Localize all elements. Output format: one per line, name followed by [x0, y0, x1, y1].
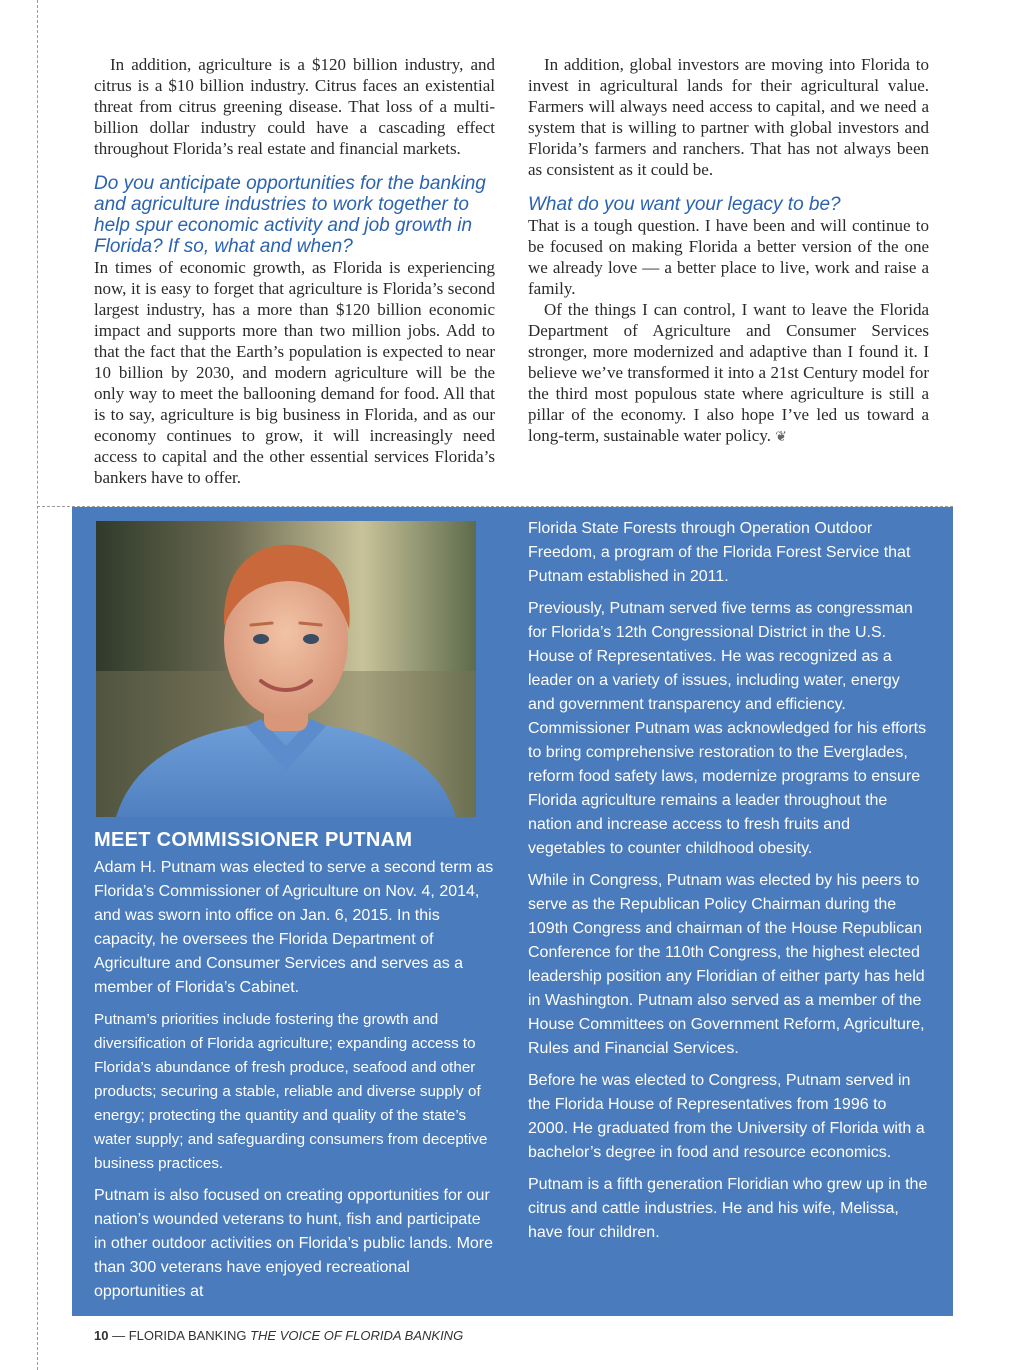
bio-heading: MEET COMMISSIONER PUTNAM: [94, 829, 413, 851]
publication-tagline: THE VOICE OF FLORIDA BANKING: [250, 1328, 464, 1343]
bio-paragraph: Adam H. Putnam was elected to serve a second term as Florida’s Commissioner of Agriculture on Nov. 4, 2014, and was sworn into office on Jan. 6, 2015. In this capacity, he oversees the Florida Department of Agriculture and Consumer Services and serves as a member of Florida’s Cabinet.: [94, 859, 494, 996]
page-footer: [94, 1328, 463, 1343]
article-right-column: [528, 54, 929, 448]
bio-paragraph: Florida State Forests through Operation Outdoor Freedom, a program of the Florida Forest Service that Putnam established in 2011.: [528, 520, 911, 585]
left-margin-rule: [37, 0, 38, 1370]
article-paragraph: That is a tough question. I have been and will continue to be focused on making Florida a better version of the one we already love — a better place to live, work and raise a family.: [528, 216, 929, 298]
bio-paragraph: Previously, Putnam served five terms as congressman for Florida’s 12th Congressional District in the U.S. House of Representatives. He was recognized as a leader on a variety of issues, including water, energy and government transparency and efficiency. Commissioner Putnam was acknowledged for his efforts to bring comprehensive restoration to the Everglades, reform food safety laws, modernize programs to ensure Florida agriculture remains a leader throughout the nation and increase access to fresh fruits and vegetables to counter childhood obesity.: [528, 600, 927, 857]
commissioner-photo: [96, 521, 476, 817]
bio-left-column: [94, 829, 494, 1312]
bio-right-column: [528, 517, 930, 1253]
article-left-column: [94, 54, 495, 488]
article-paragraph: [528, 299, 929, 448]
bio-paragraph: Putnam is a fifth generation Floridian who grew up in the citrus and cattle industries. He and his wife, Melissa, have four children.: [528, 1176, 928, 1241]
bio-paragraph: Before he was elected to Congress, Putnam served in the Florida House of Representatives from 1996 to 2000. He graduated from the University of Florida with a bachelor’s degree in food and resource economics.: [528, 1072, 925, 1161]
article-paragraph: In addition, global investors are moving into Florida to invest in agricultural lands for their agricultural value. Farmers will always need access to capital, and we need a system that is willing to partner with global investors and Florida’s farmers and ranchers. That has not always been as consistent as it could be.: [528, 55, 929, 179]
interview-question: What do you want your legacy to be?: [528, 194, 841, 215]
bio-paragraph: Putnam’s priorities include fostering the growth and diversification of Florida agriculture; expanding access to Florida’s abundance of fresh produce, seafood and other products; securing a stable, reliable and diverse supply of energy; protecting the quantity and quality of the state’s water supply; and safeguarding consumers from deceptive business practices.: [94, 1011, 488, 1172]
bio-sidebar: [72, 507, 953, 1316]
end-mark-icon: ❦: [775, 430, 787, 445]
article-paragraph: In times of economic growth, as Florida is experiencing now, it is easy to forget that agriculture is Florida’s second largest industry, has a more than $120 billion economic impact and supports more than two million jobs. Add to that the fact that the Earth’s population is expected to near 10 billion by 2030, and modern agriculture will be the only way to meet the ballooning demand for food. All that is to say, agriculture is big business in Florida, and as our economy continues to grow, it will increasingly need access to capital and the other essential services Florida’s bankers have to offer.: [94, 258, 495, 487]
bio-paragraph: Putnam is also focused on creating opportunities for our nation’s wounded veterans to hunt, fish and participate in other outdoor activities on Florida’s public lands. More than 300 veterans have enjoyed recreational opportunities at: [94, 1187, 494, 1300]
article-paragraph-text: Of the things I can control, I want to leave the Florida Department of Agriculture and Consumer Services stronger, more modernized and adaptive than I found it. I believe we’ve transformed it into a 21st Century model for the third most populous state where agriculture is still a pillar of the economy. I also hope I’ve led us toward a long-term, sustainable water policy.: [528, 300, 929, 445]
publication-name: FLORIDA BANKING: [128, 1328, 247, 1343]
footer-dash: —: [112, 1328, 126, 1343]
article-paragraph: In addition, agriculture is a $120 billion industry, and citrus is a $10 billion industry. Citrus faces an existential threat from citrus greening disease. That loss of a multi-billion dollar industry could have a cascading effect throughout Florida’s real estate and financial markets.: [94, 55, 495, 158]
page-number: 10: [94, 1328, 109, 1343]
bio-paragraph: While in Congress, Putnam was elected by his peers to serve as the Republican Policy Chairman during the 109th Congress and chairman of the House Republican Conference for the 110th Congress, the highest elected leadership position any Floridian of either party has held in Washington. Putnam also served as a member of the House Committees on Government Reform, Agriculture, Rules and Financial Services.: [528, 872, 925, 1057]
interview-question: Do you anticipate opportunities for the banking and agriculture industries to work together to help spur economic activity and job growth in Florida? If so, what and when?: [94, 173, 486, 257]
